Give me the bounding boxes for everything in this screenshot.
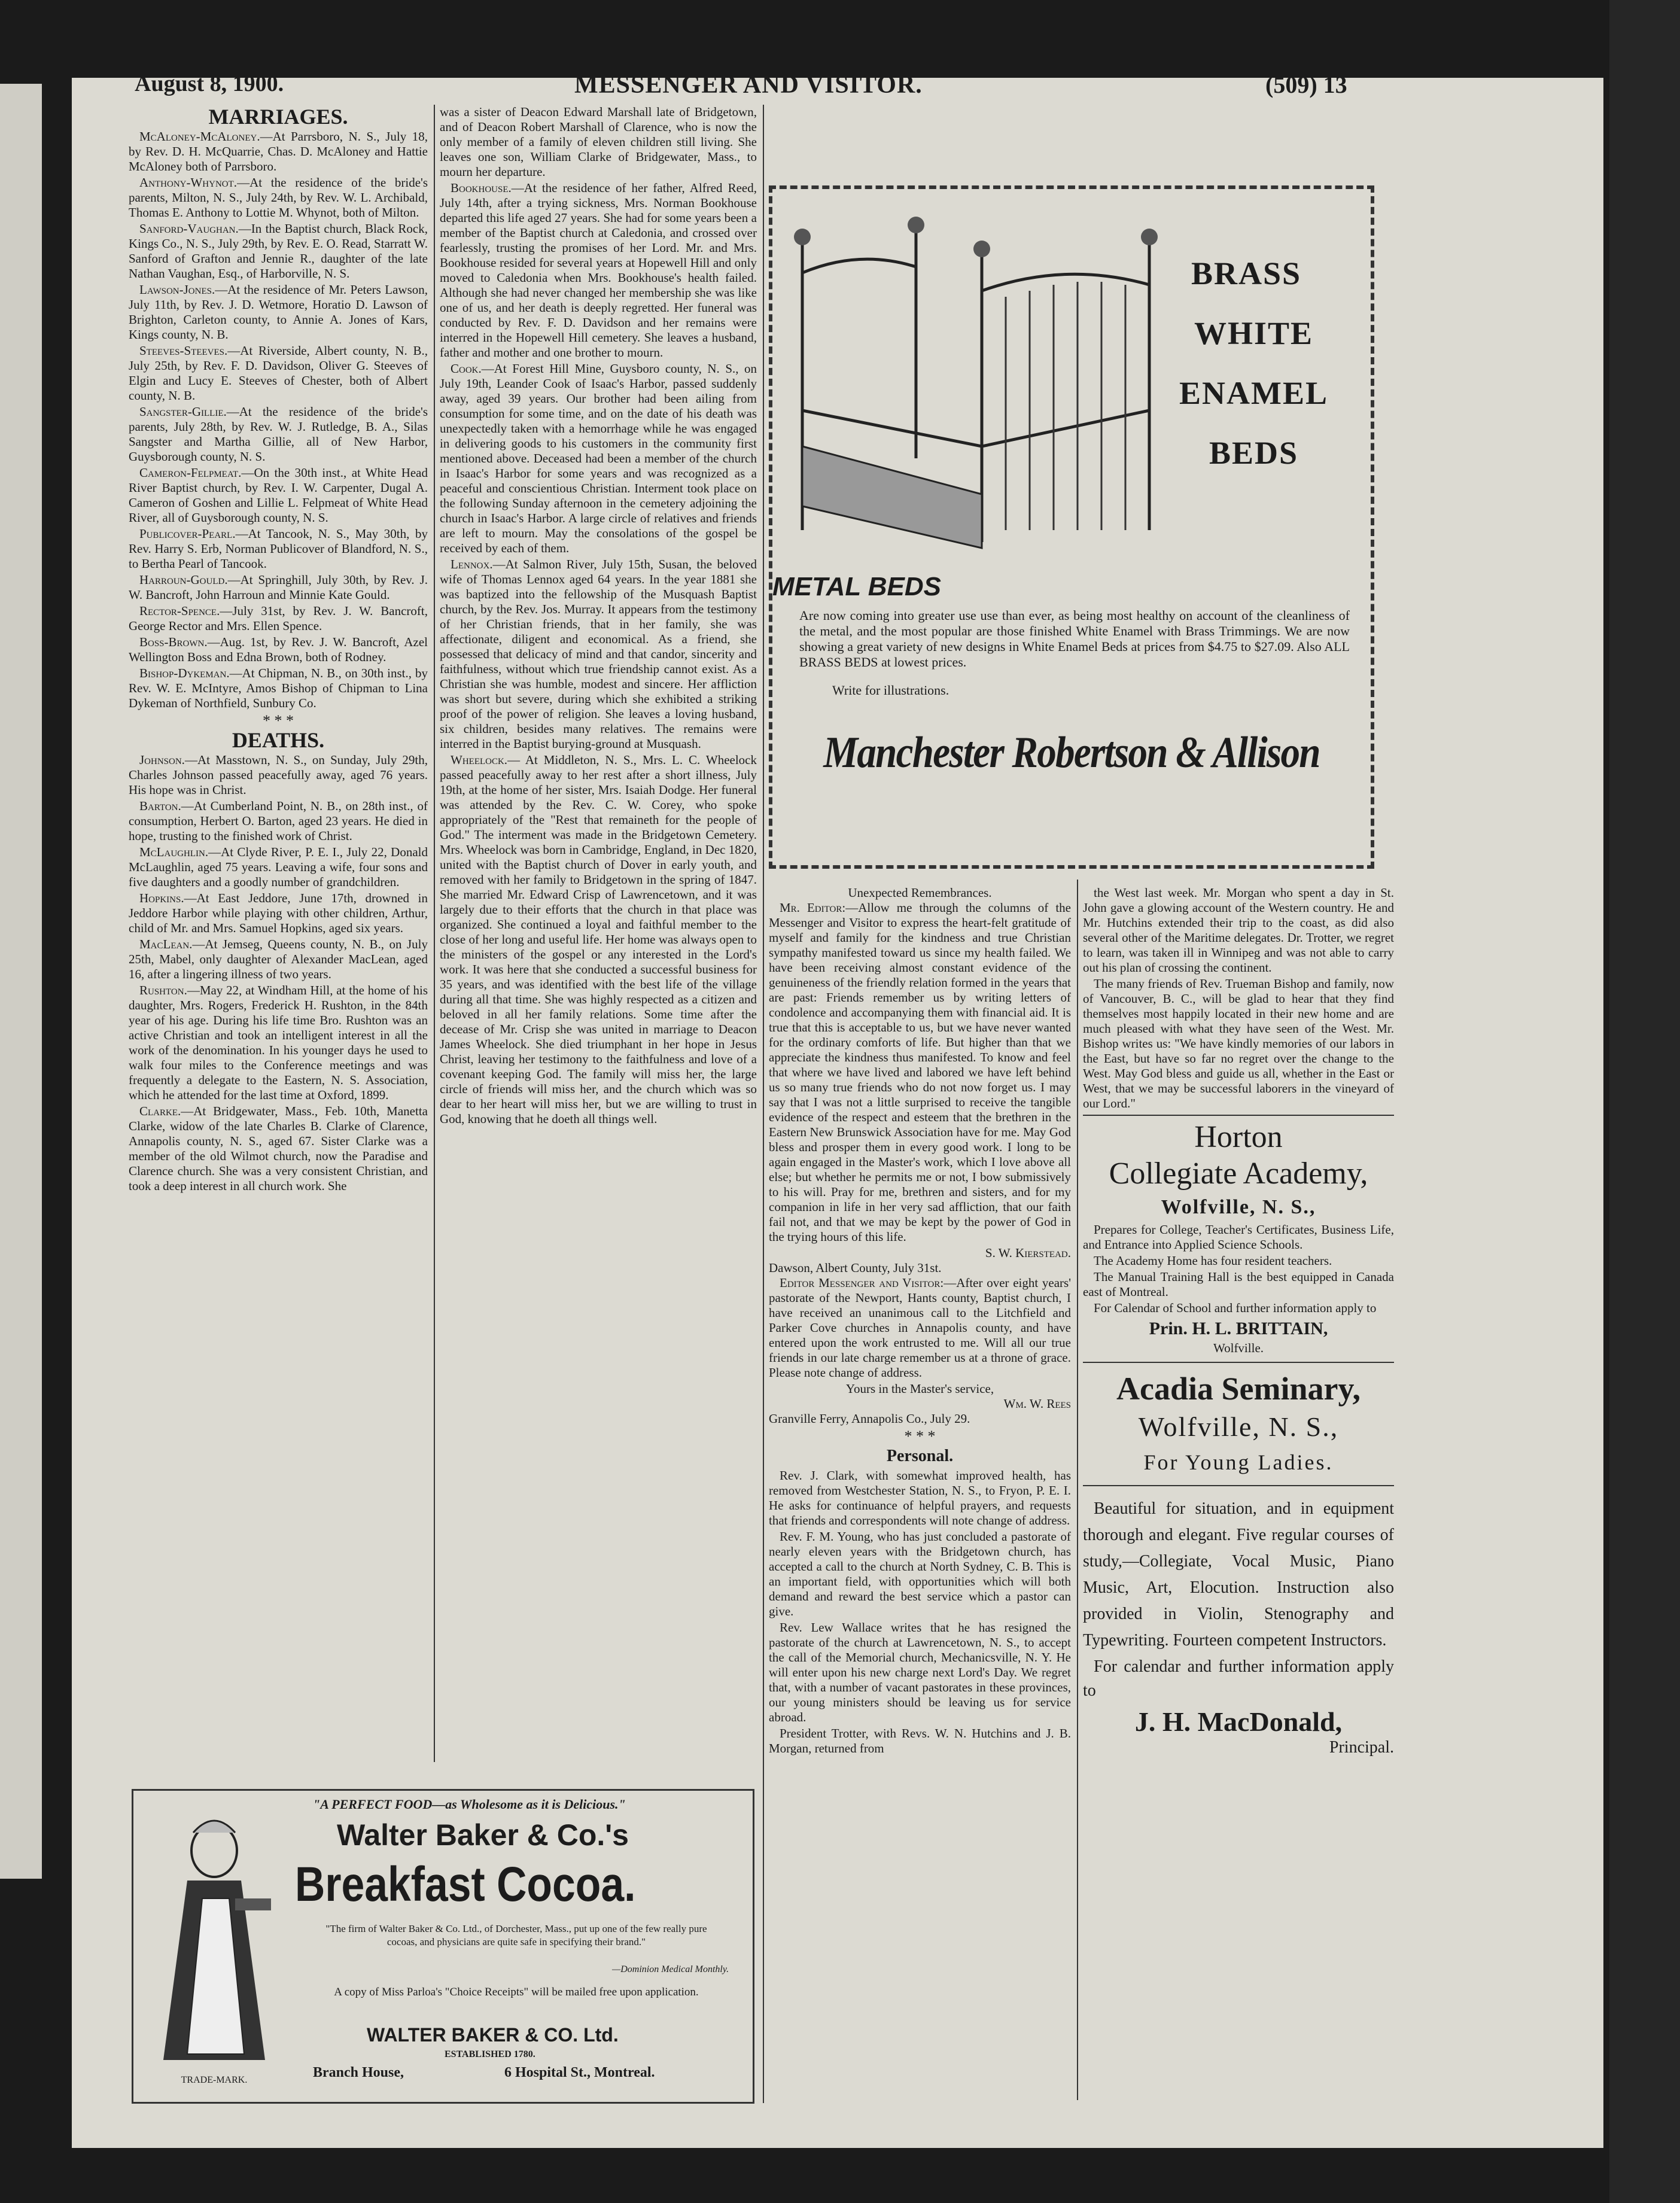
notice-entry	[440, 361, 757, 556]
news-paragraph: The many friends of Rev. Trueman Bishop and family, now of Vancouver, B. C., will be glad to hear that they find themselves most happily located in their new home and are much pleased with what they have seen of the West. Mr. Bishop writes us: "We have kindly memories of our labors in the East, but have so far no regret over the change to the West. May God bless and guide us all, whether in the East or West, that we may be successful laborers in the vineyard of our Lord."	[1083, 976, 1394, 1110]
notice-name: Cameron-Felpmeat.	[139, 465, 242, 480]
horton-p3: The Manual Training Hall is the best equipped in Canada east of Montreal.	[1083, 1270, 1394, 1299]
notice-entry	[440, 557, 757, 751]
newport-close: Yours in the Master's service,	[845, 1382, 994, 1396]
notice-entry	[440, 181, 757, 360]
notice-entry	[129, 937, 428, 982]
notice-entry	[129, 221, 428, 281]
newport-signature: Wm. W. Rees	[1003, 1396, 1071, 1411]
horton-subtitle: Collegiate Academy,	[1109, 1157, 1368, 1191]
cocoa-quote-source: —Dominion Medical Monthly.	[612, 1964, 729, 1974]
notice-name: MacLean.	[139, 937, 193, 951]
notice-entry	[129, 573, 428, 603]
remembrances-body: —Allow me through the columns of the Messenger and Visitor to express the heart-felt gratitude of myself and family for the kindness and true Christian sympathy manifested toward us since my health failed. We have been receiving almost constant evidence of the genuineness of the friendly relation formed in the years that are past: Friends remember us by writing letters of condolence and accompanying them with financial aid. It is true that this is acceptable to us, but we have never wanted for the ordinary comforts of life. But higher than that we appreciate the kindness thus manifested. To know and feel that where we have lived and labored we have left behind us so many true friends who do not now forget us. I may say that I was not a little surprised to receive the tangible evidence of the respect and esteem that the brethren in the Eastern New Brunswick Association have for me. May God bless and prosper them in every good work. I long to be again engaged in the Master's work, which I love above all else; but whether he permits me or not, I bow submissively to his will. Pray for me, brethren and sisters, and for my companion in life in her very sad affliction, that our faith fail not, and that we may be kept by the power of God in the trying hours of this life.	[769, 900, 1071, 1244]
notice-name: Wheelock.	[451, 753, 508, 767]
notice-text: — At Middleton, N. S., Mrs. L. C. Wheelock passed peacefully away to her rest after a short illness, July 19th, at the home of her sister, Mrs. Isaiah Dodge. Her funeral was attended by the Rev. C. W. Corey, who spoke appropriately of the "Rest that remaineth for the people of God." The interment was made in the Bridgetown Cemetery. Mrs. Wheelock was born in Cambridge, England, in Dec 1820, united with the Baptist church of Dover in early youth, and removed with her family to Bridgetown in the spring of 1847. She married Mr. Edward Crisp of Lawrencetown, and it was largely due to their efforts that the church in that place was organized. She continued a loyal and faithful member to the close of her long and useful life. Her home was always open to the ministers of the gospel or any interested in the Lord's work. It was here that she conducted a successful business for 35 years, and was identified with the best life of the village during all that time. She was highly respected as a citizen and beloved in all her family relations. Some time after the decease of Mr. Crisp she was united in marriage to Deacon James Wheelock. She died triumphant in her hope in Jesus Christ, leaving her testimony to the faithfulness and love of a covenant keeping God. The family will miss her, the large circle of friends will miss her, and the church which was so dear to her heart will miss her, but we are willing to trust in God, knowing that he doeth all things well.	[440, 753, 757, 1126]
divider	[1083, 1115, 1394, 1116]
notice-name: Publicover-Pearl.	[139, 527, 236, 541]
cocoa-branch: Branch House,	[313, 2065, 404, 2080]
notice-text: —At the residence of her father, Alfred Reed, July 14th, after a trying sickness, Mrs. Norman Bookhouse departed this life aged 27 years. She had for some years been a member of the Baptist church at Caledonia, and crossed over fearlessly, trusting the promises of her Lord. Mr. and Mrs. Bookhouse resided for several years at Hopewell Hill and only moved to Caledonia when Mrs. Bookhouse's health failed. Although she had never changed her membership she was like one of us, and her death is deeply regretted. Her funeral was conducted by Rev. F. D. Davidson and her remains were interred in the Hopewell Hill cemetery. She leaves a husband, father and mother and one brother to mourn.	[440, 181, 757, 360]
cocoa-company: WALTER BAKER & CO. Ltd.	[367, 2024, 619, 2046]
column-4	[1083, 886, 1394, 1755]
personal-list	[769, 1468, 1071, 1756]
notice-text: —At Clyde River, P. E. I., July 22, Donald McLaughlin, aged 75 years. Leaving a wife, four sons and five daughters and a goodly number of grandchildren.	[129, 845, 428, 889]
remembrances-title: Unexpected Remembrances.	[848, 886, 992, 900]
notice-text: —At Cumberland Point, N. B., on 28th inst., of consumption, Herbert O. Barton, aged 23 years. He died in hope, trusting to the finished work of Christ.	[129, 799, 428, 843]
brass-bed-illustration	[778, 195, 1173, 566]
horton-title: Horton	[1194, 1120, 1283, 1154]
newport-body: —After over eight years' pastorate of the Newport, Hants county, Baptist church, I have received an unanimous call to the Litchfield and Parker Cove churches in Annapolis county, and have entered upon the work entrusted to me. Will all our true friends in our late charge remember us at a throne of grace. Please note change of address.	[769, 1276, 1071, 1380]
beds-line-brass: BRASS	[1191, 255, 1302, 291]
notice-name: Steeves-Steeves.	[139, 343, 228, 358]
remembrances-place: Dawson, Albert County, July 31st.	[769, 1261, 942, 1275]
horton-p2: The Academy Home has four resident teachers.	[1094, 1253, 1332, 1268]
notice-text: —At Jemseg, Queens county, N. B., on July 25th, Mabel, only daughter of Alexander MacLean, aged 16, after a lingering illness of two years.	[129, 937, 428, 981]
section-stars: * * *	[263, 712, 294, 729]
notice-entry	[129, 666, 428, 711]
notice-name: Lennox.	[451, 557, 493, 571]
cocoa-advertisement	[132, 1789, 754, 2104]
notice-name: Johnson.	[139, 753, 185, 767]
notice-name: Boss-Brown.	[139, 635, 208, 649]
divider	[1083, 1485, 1394, 1486]
acadia-body: Beautiful for situation, and in equipment thorough and elegant. Five regular courses of study,—Collegiate, Vocal Music, Piano Music, Art, Elocution. Instruction also provided in Violin, Stenography and Typewriting. Fourteen competent Instructors.	[1083, 1499, 1394, 1650]
notice-name: Bookhouse.	[451, 181, 512, 195]
column-1	[129, 105, 428, 1195]
notice-text: —At Forest Hill Mine, Guysboro county, N. S., on July 19th, Leander Cook of Isaac's Harbor, passed suddenly away, aged 39 years. Our brother had been ailing from consumption for some time, and on the date of his death was unexpectedly taken with a hemorrhage while he was engaged in delivering goods to his customers in the community first mentioned above. Deceased had been a member of the church in Isaac's Harbor for some years and was recognized as a peaceful and conscientious Christian. Interment took place on the following Sunday afternoon in the cemetery adjoining the church in Isaac's Harbor. A large circle of relatives and friends are left to mourn. May the consolations of the gospel be received by each of them.	[440, 361, 757, 555]
notice-entry	[129, 527, 428, 571]
notice-entry	[129, 175, 428, 220]
notice-entry	[129, 799, 428, 844]
newport-salute: Editor Messenger and Visitor:	[780, 1276, 944, 1290]
deaths-list-col1	[129, 753, 428, 1194]
horton-p4: For Calendar of School and further information apply to	[1094, 1301, 1377, 1315]
horton-place: Wolfville, N. S.,	[1161, 1196, 1316, 1218]
notice-entry	[129, 343, 428, 403]
previous-page-edge	[0, 84, 42, 1879]
beds-line-white: WHITE	[1194, 315, 1314, 351]
notice-entry	[129, 282, 428, 342]
marriages-heading: MARRIAGES.	[208, 105, 348, 129]
notice-text: —At Bridgewater, Mass., Feb. 10th, Manetta Clarke, widow of the late Charles B. Clarke of Clarence, Annapolis county, N. S., aged 67. Sister Clarke was a member of the old Wilmot church, now the Paradise and Clarence church. She was a very consistent Christian, and took a deep interest in all church work. She	[129, 1104, 428, 1193]
acadia-for: For Young Ladies.	[1143, 1450, 1334, 1474]
notice-text: —In the Baptist church, Black Rock, Kings Co., N. S., July 29th, by Rev. E. O. Read, Starratt W. Sanford of Grafton and Jennie R., daughter of the late Nathan Vaughan, Esq., of Harborville, N. S.	[129, 221, 428, 281]
beds-body: Are now coming into greater use use than ever, as being most healthy on account of the cleanliness of the metal, and the most popular are those finished White Enamel with Brass Trimmings. We are now showing a great variety of new designs in White Enamel Beds at prices from $4.75 to $27.09. Also ALL BRASS BEDS at lowest prices.	[799, 608, 1350, 670]
news-paragraph: the West last week. Mr. Morgan who spent a day in St. John gave a glowing account of the Western country. He and Mr. Hutchins extended their trip to the coast, as did also several other of the Maritime delegates. Dr. Trotter, we regret to learn, was taken ill in Winnipeg and was not able to carry out his plan of crossing the continent.	[1083, 886, 1394, 975]
beds-line-beds: BEDS	[1209, 435, 1299, 471]
notice-name: Sanford-Vaughan.	[139, 221, 239, 236]
notice-name: Barton.	[139, 799, 181, 813]
acadia-title: Acadia Seminary,	[1116, 1371, 1361, 1407]
notice-name: McAloney-McAloney.	[139, 129, 260, 144]
notice-text: —Aug. 1st, by Rev. J. W. Bancroft, Azel Wellington Boss and Edna Brown, both of Rodney.	[129, 635, 428, 664]
personal-paragraph: Rev. F. M. Young, who has just concluded a pastorate of nearly eleven years with the Bridgetown church, has accepted a call to the church at North Sydney, C. B. This is an important field, with opportunities which will both demand and reward the best service which a pastor can give.	[769, 1529, 1071, 1618]
notice-entry	[129, 983, 428, 1103]
notice-entry	[129, 635, 428, 665]
notice-name: Cook.	[451, 361, 482, 376]
column-2	[440, 105, 757, 1128]
notice-entry	[440, 753, 757, 1127]
acadia-place: Wolfville, N. S.,	[1138, 1411, 1339, 1442]
deaths-list-col2	[440, 181, 757, 1127]
cocoa-maid-illustration	[145, 1809, 283, 2085]
cocoa-product: Breakfast Cocoa.	[295, 1857, 636, 1912]
notice-text: —July 31st, by Rev. J. W. Bancroft, George Rector and Mrs. Ellen Spence.	[129, 604, 428, 633]
acadia-apply: For calendar and further information apply to	[1083, 1657, 1394, 1700]
beds-write: Write for illustrations.	[832, 683, 949, 698]
header-page: (509) 13	[1265, 71, 1347, 98]
notice-text: —At East Jeddore, June 17th, drowned in Jeddore Harbor while playing with other children, Arthur, child of Mr. and Mrs. Samuel Hopkins, aged six years.	[129, 891, 428, 935]
divider	[1083, 1362, 1394, 1363]
notice-entry	[129, 891, 428, 936]
notice-name: Clarke.	[139, 1104, 181, 1118]
section-stars: * * *	[904, 1428, 936, 1445]
notice-entry	[129, 1104, 428, 1194]
personal-heading: Personal.	[886, 1447, 954, 1465]
notice-entry	[129, 404, 428, 464]
book-binding-edge	[1609, 0, 1680, 2203]
notice-text: —At Salmon River, July 15th, Susan, the beloved wife of Thomas Lennox aged 64 years. In the year 1881 she was baptized into the fellowship of the Musquash Baptist church, by the Rev. Jos. Murray. It appears from the testimony of her Christian friends, that in her family, she was affectionate, diligent and economical. As a friend, she possessed that delicacy of mind and that candor, sincerity and faithfulness, without which true friendship cannot exist. As a Christian she was humble, modest and sincere. Her affliction was short but severe, during which she exhibited a striking proof of the power of religion. She leaves a loving husband, six children, besides many relatives. The remains were interred in the Baptist burying-ground at Musquash.	[440, 557, 757, 751]
header-title: MESSENGER AND VISITOR.	[574, 71, 923, 99]
metal-beds-heading: METAL BEDS	[772, 572, 941, 601]
notice-text: —At the residence of the bride's parents, July 28th, by Rev. W. J. Rutledge, B. A., Silas Sangster and Martha Gillie, all of New Harbor, Guysborough county, N. S.	[129, 404, 428, 464]
cocoa-address: 6 Hospital St., Montreal.	[504, 2065, 655, 2080]
beds-advertisement	[769, 185, 1374, 869]
column-rule	[434, 105, 435, 1762]
notice-name: McLaughlin.	[139, 845, 209, 859]
header-date: August 8, 1900.	[135, 71, 284, 96]
firm-name-logo: Manchester Robertson & Allison	[823, 728, 1320, 777]
personal-paragraph: Rev. J. Clark, with somewhat improved health, has removed from Westchester Station, N. S., to Fryon, P. E. I. He asks for continuance of helpful prayers, and requests that friends and correspondents will note change of address.	[769, 1468, 1071, 1528]
column-3	[769, 886, 1071, 1757]
cocoa-offer: A copy of Miss Parloa's "Choice Receipts" will be mailed free upon application.	[334, 1986, 699, 1998]
personal-paragraph: President Trotter, with Revs. W. N. Hutchins and J. B. Morgan, returned from	[769, 1726, 1071, 1755]
notice-name: Rector-Spence.	[139, 604, 220, 618]
notice-name: Anthony-Whynot.	[139, 175, 238, 190]
deaths-heading: DEATHS.	[232, 728, 325, 752]
newport-place: Granville Ferry, Annapolis Co., July 29.	[769, 1411, 970, 1426]
remembrances-signature: S. W. Kierstead.	[985, 1246, 1071, 1260]
notice-text: —At Springhill, July 30th, by Rev. J. W. Bancroft, John Harroun and Minnie Kate Gould.	[129, 573, 428, 602]
notice-entry	[129, 129, 428, 174]
notice-name: Lawson-Jones.	[139, 282, 215, 297]
horton-principal: Prin. H. L. BRITTAIN,	[1149, 1319, 1328, 1338]
notice-entry	[129, 845, 428, 890]
notice-name: Hopkins.	[139, 891, 184, 905]
horton-p1: Prepares for College, Teacher's Certificates, Business Life, and Entrance into Applied Science Schools.	[1083, 1222, 1394, 1252]
horton-town: Wolfville.	[1213, 1341, 1264, 1355]
notice-entry	[129, 753, 428, 798]
notice-text: —At the residence of the bride's parents, Milton, N. S., July 24th, by Rev. W. L. Archibald, Thomas E. Anthony to Lottie M. Whynot, both of Milton.	[129, 175, 428, 220]
acadia-role: Principal.	[1329, 1738, 1394, 1757]
marriages-list	[129, 129, 428, 711]
cocoa-quote: "The firm of Walter Baker & Co. Ltd., of Dorchester, Mass., put up one of the few really pure cocoas, and physicians are quite safe in specifying their brand."	[325, 1923, 707, 1948]
notice-text: —At Masstown, N. S., on Sunday, July 29th, Charles Johnson passed peacefully away, aged 76 years. His hope was in Christ.	[129, 753, 428, 797]
column-rule	[763, 105, 764, 2103]
remembrances-salute: Mr. Editor:	[780, 900, 846, 915]
notice-entry	[129, 465, 428, 525]
notice-text: —At the residence of Mr. Peters Lawson, July 11th, by Rev. J. D. Wetmore, Horatio D. Lawson of Brighton, Carleton county, to Annie A. Jones of Kars, Kings county, N. B.	[129, 282, 428, 342]
notice-text: —At Chipman, N. B., on 30th inst., by Rev. W. E. McIntyre, Amos Bishop of Chipman to Lina Dykeman of Northfield, Sunbury Co.	[129, 666, 428, 710]
notice-name: Harroun-Gould.	[139, 573, 228, 587]
cocoa-established: ESTABLISHED 1780.	[445, 2049, 535, 2059]
notice-text: —May 22, at Windham Hill, at the home of his daughter, Mrs. Rogers, Frederick H. Rushton, in the 84th year of his age. During his life time Bro. Rushton was an active Christian and took an intelligent interest in all the work of the denomination. In his younger days he used to walk four miles to the Conference meetings and was frequently a delegate to the Eastern, N. S. Association, which he attended for the last time at Oxford, 1899.	[129, 983, 428, 1102]
cocoa-brand: Walter Baker & Co.'s	[337, 1818, 629, 1852]
col4-paragraphs	[1083, 886, 1394, 1111]
clarke-continuation: was a sister of Deacon Edward Marshall late of Bridgetown, and of Deacon Robert Marshall of Clarence, who is now the only member of a family of eleven children still living. She leaves one son, William Clarke of Bridgewater, Mass., to mourn her departure.	[440, 105, 757, 179]
beds-line-enamel: ENAMEL	[1179, 375, 1329, 411]
notice-name: Rushton.	[139, 983, 187, 997]
notice-text: —At Parrsboro, N. S., July 18, by Rev. D. H. McQuarrie, Chas. D. McAloney and Hattie McAloney both of Parrsboro.	[129, 129, 428, 174]
notice-text: —At Riverside, Albert county, N. B., July 25th, by Rev. F. D. Davidson, Oliver G. Steeves of Elgin and Lucy E. Steeves of Chester, both of Albert county, N. B.	[129, 343, 428, 403]
trademark-caption: TRADE-MARK.	[181, 2075, 248, 2085]
acadia-name: J. H. MacDonald,	[1134, 1706, 1343, 1737]
column-rule	[1077, 880, 1078, 2100]
notice-entry	[129, 604, 428, 634]
notice-name: Bishop-Dykeman.	[139, 666, 230, 680]
notice-text: —At Tancook, N. S., May 30th, by Rev. Harry S. Erb, Norman Publicover of Blandford, N. S., to Bertha Pearl of Tancook.	[129, 527, 428, 571]
personal-paragraph: Rev. Lew Wallace writes that he has resigned the pastorate of the church at Lawrencetown, N. S., to accept the call of the Memorial church, Mechanicsville, N. Y. He will enter upon his new charge next Lord's Day. We regret that, with a number of vacant pastorates in these provinces, our young ministers should be leaving us for service abroad.	[769, 1620, 1071, 1724]
notice-name: Sangster-Gillie.	[139, 404, 227, 419]
cocoa-tagline: "A PERFECT FOOD—as Wholesome as it is Delicious."	[313, 1797, 626, 1812]
notice-text: —On the 30th inst., at White Head River Baptist church, by Rev. I. W. Carpenter, Dugal A. Cameron of Goshen and Lillie L. Felpmeat of White Head River, all of Guysborough county, N. S.	[129, 465, 428, 525]
